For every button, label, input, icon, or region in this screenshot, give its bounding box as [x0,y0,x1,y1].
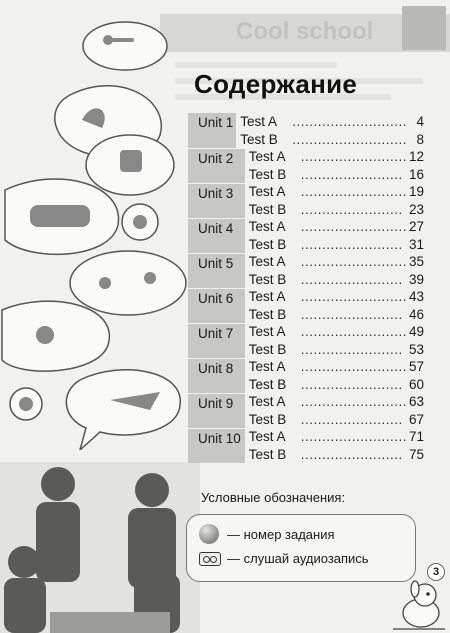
contents-entry[interactable] [245,428,424,446]
page-ref: 71 [408,429,424,444]
leader-dots: ........................ [300,271,403,287]
contents-entry[interactable] [245,341,424,359]
contents-entry[interactable] [245,411,424,429]
contents-entry[interactable] [245,376,424,394]
unit-label: Unit 9 [188,393,245,428]
legend-box [186,514,416,582]
page-ref: 75 [408,446,424,462]
test-label: Test A [248,149,286,164]
test-label: Test B [248,306,287,322]
page-ref: 46 [408,306,424,322]
page-ref: 19 [408,184,424,199]
page-number: 3 [427,563,445,581]
contents-entry[interactable] [236,113,424,131]
leader-dots: ......................... [300,149,407,164]
unit-label: Unit 4 [188,218,245,253]
test-label: Test B [248,446,287,462]
page-ref: 23 [408,201,424,217]
page-ref: 63 [408,394,424,409]
leader-dots: ........................ [300,306,403,322]
unit-label: Unit 10 [188,428,245,463]
leader-dots: ......................... [300,429,407,444]
legend-item-task-number [199,524,335,544]
unit-label: Unit 1 [188,113,236,148]
leader-dots: ......................... [300,359,407,374]
legend-text: — слушай аудиозапись [227,551,369,566]
unit-label: Unit 7 [188,323,245,358]
test-label: Test B [248,271,287,287]
contents-unit-group [188,428,424,463]
page-ref: 27 [408,219,424,234]
leader-dots: ........................ [300,201,403,217]
page-ref: 4 [416,114,424,129]
legend-label: Условные обозначения: [201,490,346,505]
contents-unit-group [188,253,424,288]
unit-label: Unit 6 [188,288,245,323]
page-ref: 67 [408,411,424,427]
contents-unit-group [188,358,424,393]
unit-label: Unit 8 [188,358,245,393]
page-title: Содержание [194,69,358,99]
page-ref: 53 [408,341,424,357]
leader-dots: ......................... [300,219,407,234]
leader-dots: ........................ [300,236,403,252]
contents-unit-group [188,393,424,428]
page-ref: 49 [408,324,424,339]
leader-dots: ......................... [300,184,407,199]
contents-unit-group [188,183,424,218]
leader-dots: ........................ [300,376,403,392]
legend-item-audio [199,551,369,566]
cassette-icon [199,552,221,566]
contents-unit-group [188,113,424,148]
leader-dots: ........................... [292,114,407,129]
test-label: Test B [248,341,287,357]
contents-entry[interactable] [236,131,424,149]
contents-entry[interactable] [245,358,424,376]
contents-unit-group [188,288,424,323]
page-ref: 39 [408,271,424,287]
dog-mascot-icon [385,575,450,633]
contents-entry[interactable] [245,166,424,184]
test-label: Test B [248,166,287,182]
bubble-robot [2,301,109,371]
contents-entry[interactable] [245,271,424,289]
page-ref: 31 [408,236,424,252]
test-label: Test B [248,376,287,392]
test-label: Test B [248,411,287,427]
unit-label: Unit 3 [188,183,245,218]
leader-dots: ........................... [292,131,407,147]
leader-dots: ........................ [300,166,403,182]
contents-entry[interactable] [245,253,424,271]
contents-entry[interactable] [245,393,424,411]
unit-label: Unit 5 [188,253,245,288]
page-ref: 8 [416,131,424,147]
background-badge [402,6,446,50]
test-label: Test A [248,359,286,374]
contents-entry[interactable] [245,218,424,236]
contents-unit-group [188,323,424,358]
test-label: Test A [248,324,286,339]
students-photo [0,462,200,633]
background-header-title: Cool school [236,18,374,45]
test-label: Test A [248,184,286,199]
bubble-gymnastics [83,22,167,70]
leader-dots: ......................... [300,324,407,339]
test-label: Test B [240,131,278,147]
bubble-swimmer [66,370,180,450]
contents-entry[interactable] [245,306,424,324]
page-ref: 60 [408,376,424,392]
cartoon-illustration [0,0,190,450]
contents-entry[interactable] [245,446,424,464]
contents-unit-group [188,218,424,253]
page-ref: 57 [408,359,424,374]
test-label: Test A [248,289,286,304]
unit-label: Unit 2 [188,148,245,183]
contents-entry[interactable] [245,201,424,219]
contents-entry[interactable] [245,183,424,201]
bubble-football [70,251,186,315]
contents-table [188,113,424,463]
test-label: Test A [240,114,277,129]
page-ref: 16 [408,166,424,182]
leader-dots: ......................... [300,254,407,269]
test-label: Test A [248,219,286,234]
contents-entry[interactable] [245,236,424,254]
contents-entry[interactable] [245,288,424,306]
test-label: Test B [248,236,287,252]
leader-dots: ......................... [300,394,407,409]
ball-icon [199,524,219,544]
contents-entry[interactable] [245,148,424,166]
test-label: Test B [248,201,287,217]
test-label: Test A [248,429,286,444]
test-label: Test A [248,254,286,269]
page-ref: 43 [408,289,424,304]
contents-entry[interactable] [245,323,424,341]
leader-dots: ......................... [300,289,407,304]
contents-unit-group [188,148,424,183]
page-ref: 35 [408,254,424,269]
leader-dots: ........................ [300,411,403,427]
test-label: Test A [248,394,286,409]
page-ref: 12 [408,149,424,164]
leader-dots: ........................ [300,341,403,357]
leader-dots: ........................ [300,446,403,462]
legend-text: — номер задания [227,526,335,542]
